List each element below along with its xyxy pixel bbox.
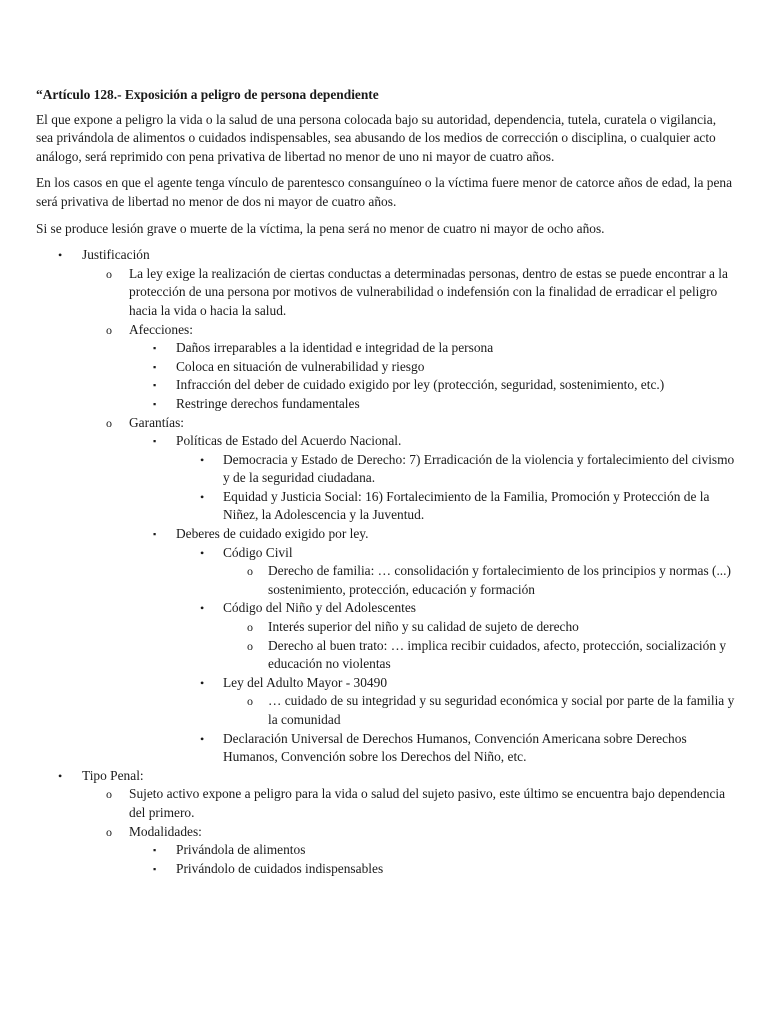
list-item bbox=[36, 562, 736, 599]
bullet-icon: • bbox=[200, 731, 205, 746]
circle-bullet-icon: o bbox=[106, 787, 112, 802]
outline-list bbox=[36, 246, 736, 878]
list-item bbox=[36, 730, 736, 767]
list-text: Daños irreparables a la identidad e integridad de la persona bbox=[176, 340, 494, 356]
list-item bbox=[36, 544, 736, 563]
list-label: Garantías: bbox=[129, 414, 185, 430]
list-text: Deberes de cuidado exigido por ley. bbox=[176, 526, 369, 542]
circle-bullet-icon: o bbox=[106, 266, 112, 281]
list-item bbox=[36, 451, 736, 488]
list-item bbox=[36, 841, 736, 860]
list-item bbox=[36, 432, 736, 451]
circle-bullet-icon: o bbox=[247, 564, 253, 579]
bullet-icon: • bbox=[200, 452, 205, 467]
bullet-icon: • bbox=[200, 489, 205, 504]
list-item-tipo-penal bbox=[36, 767, 736, 786]
list-item bbox=[36, 395, 736, 414]
list-label: Afecciones: bbox=[129, 321, 193, 337]
list-item bbox=[36, 376, 736, 395]
list-text: La ley exige la realización de ciertas conductas a determinadas personas, dentro de estas se puede encontrar a la protección de una persona por motivos de vulnerabilidad o indefensión con la finalidad de erradicar el peligro hacia la vida o hacia la salud. bbox=[129, 265, 728, 318]
list-text: Coloca en situación de vulnerabilidad y riesgo bbox=[176, 358, 425, 374]
list-item bbox=[36, 488, 736, 525]
list-item bbox=[36, 785, 736, 822]
list-text: … cuidado de su integridad y su seguridad económica y social por parte de la familia y la comunidad bbox=[268, 693, 735, 727]
list-text: Derecho al buen trato: … implica recibir cuidados, afecto, protección, socialización y educación no violentas bbox=[268, 637, 727, 672]
square-bullet-icon: ▪ bbox=[153, 398, 157, 409]
list-text: Ley del Adulto Mayor - 30490 bbox=[223, 674, 388, 690]
circle-bullet-icon: o bbox=[106, 322, 112, 337]
list-item bbox=[36, 860, 736, 879]
list-item bbox=[36, 692, 736, 729]
square-bullet-icon: ▪ bbox=[153, 845, 157, 856]
list-item-afecciones bbox=[36, 321, 736, 340]
list-label: Justificación bbox=[82, 247, 150, 263]
bullet-icon: • bbox=[58, 248, 63, 263]
list-item bbox=[36, 618, 736, 637]
paragraph-1: El que expone a peligro la vida o la salud de una persona colocada bajo su autoridad, dependencia, tutela, curatela o vigilancia, sea privándola de alimentos o cuidados indispensables, sea abusando de los medios de corrección o disciplina, o cualquier acto análogo, será reprimido con pena privativa de libertad no menor de uno ni mayor de cuatro años. bbox=[36, 111, 717, 164]
circle-bullet-icon: o bbox=[106, 415, 112, 430]
list-text: Derecho de familia: … consolidación y fortalecimiento de los principios y normas (...) sostenimiento, protección, educación y formación bbox=[268, 563, 731, 597]
list-text: Privándolo de cuidados indispensables bbox=[176, 860, 384, 876]
bullet-icon: • bbox=[58, 768, 63, 783]
square-bullet-icon: ▪ bbox=[153, 863, 157, 874]
list-text: Infracción del deber de cuidado exigido por ley (protección, seguridad, sostenimiento, etc.) bbox=[176, 377, 665, 393]
paragraph-3: Si se produce lesión grave o muerte de la víctima, la pena será no menor de cuatro ni mayor de ocho años. bbox=[36, 220, 605, 236]
list-text: Declaración Universal de Derechos Humanos, Convención Americana sobre Derechos Humanos, Convención sobre los Derechos del Niño, etc. bbox=[223, 730, 687, 765]
circle-bullet-icon: o bbox=[106, 824, 112, 839]
list-text: Restringe derechos fundamentales bbox=[176, 395, 360, 411]
list-item bbox=[36, 265, 736, 321]
circle-bullet-icon: o bbox=[247, 620, 253, 635]
list-item-justificacion bbox=[36, 246, 736, 265]
list-item-modalidades bbox=[36, 823, 736, 842]
list-item bbox=[36, 339, 736, 358]
list-label: Modalidades: bbox=[129, 823, 202, 839]
list-text: Interés superior del niño y su calidad de sujeto de derecho bbox=[268, 619, 579, 635]
circle-bullet-icon: o bbox=[247, 638, 253, 653]
list-item bbox=[36, 674, 736, 693]
list-item bbox=[36, 358, 736, 377]
list-item bbox=[36, 525, 736, 544]
list-label: Tipo Penal: bbox=[82, 767, 144, 783]
circle-bullet-icon: o bbox=[247, 694, 253, 709]
document-page bbox=[36, 86, 736, 878]
list-text: Democracia y Estado de Derecho: 7) Erradicación de la violencia y fortalecimiento del civismo y de la seguridad ciudadana. bbox=[223, 451, 735, 486]
list-text: Código del Niño y del Adolescentes bbox=[223, 600, 417, 616]
list-text: Políticas de Estado del Acuerdo Nacional. bbox=[176, 433, 402, 449]
list-item-garantias bbox=[36, 414, 736, 433]
article-title: “Artículo 128.- Exposición a peligro de persona dependiente bbox=[36, 87, 379, 102]
square-bullet-icon: ▪ bbox=[153, 436, 157, 447]
square-bullet-icon: ▪ bbox=[153, 343, 157, 354]
bullet-icon: • bbox=[200, 675, 205, 690]
list-item bbox=[36, 599, 736, 618]
square-bullet-icon: ▪ bbox=[153, 380, 157, 391]
bullet-icon: • bbox=[200, 601, 205, 616]
bullet-icon: • bbox=[200, 545, 205, 560]
list-text: Privándola de alimentos bbox=[176, 842, 306, 858]
list-text: Equidad y Justicia Social: 16) Fortalecimiento de la Familia, Promoción y Protección de la Niñez, la Adolescencia y la Juventud. bbox=[223, 488, 710, 523]
list-item bbox=[36, 637, 736, 674]
square-bullet-icon: ▪ bbox=[153, 361, 157, 372]
square-bullet-icon: ▪ bbox=[153, 529, 157, 540]
list-text: Sujeto activo expone a peligro para la vida o salud del sujeto pasivo, este último se encuentra bajo dependencia del primero. bbox=[129, 786, 726, 820]
paragraph-2: En los casos en que el agente tenga vínculo de parentesco consanguíneo o la víctima fuere menor de catorce años de edad, la pena será privativa de libertad no menor de dos ni mayor de cuatro años. bbox=[36, 175, 733, 209]
list-text: Código Civil bbox=[223, 544, 293, 560]
